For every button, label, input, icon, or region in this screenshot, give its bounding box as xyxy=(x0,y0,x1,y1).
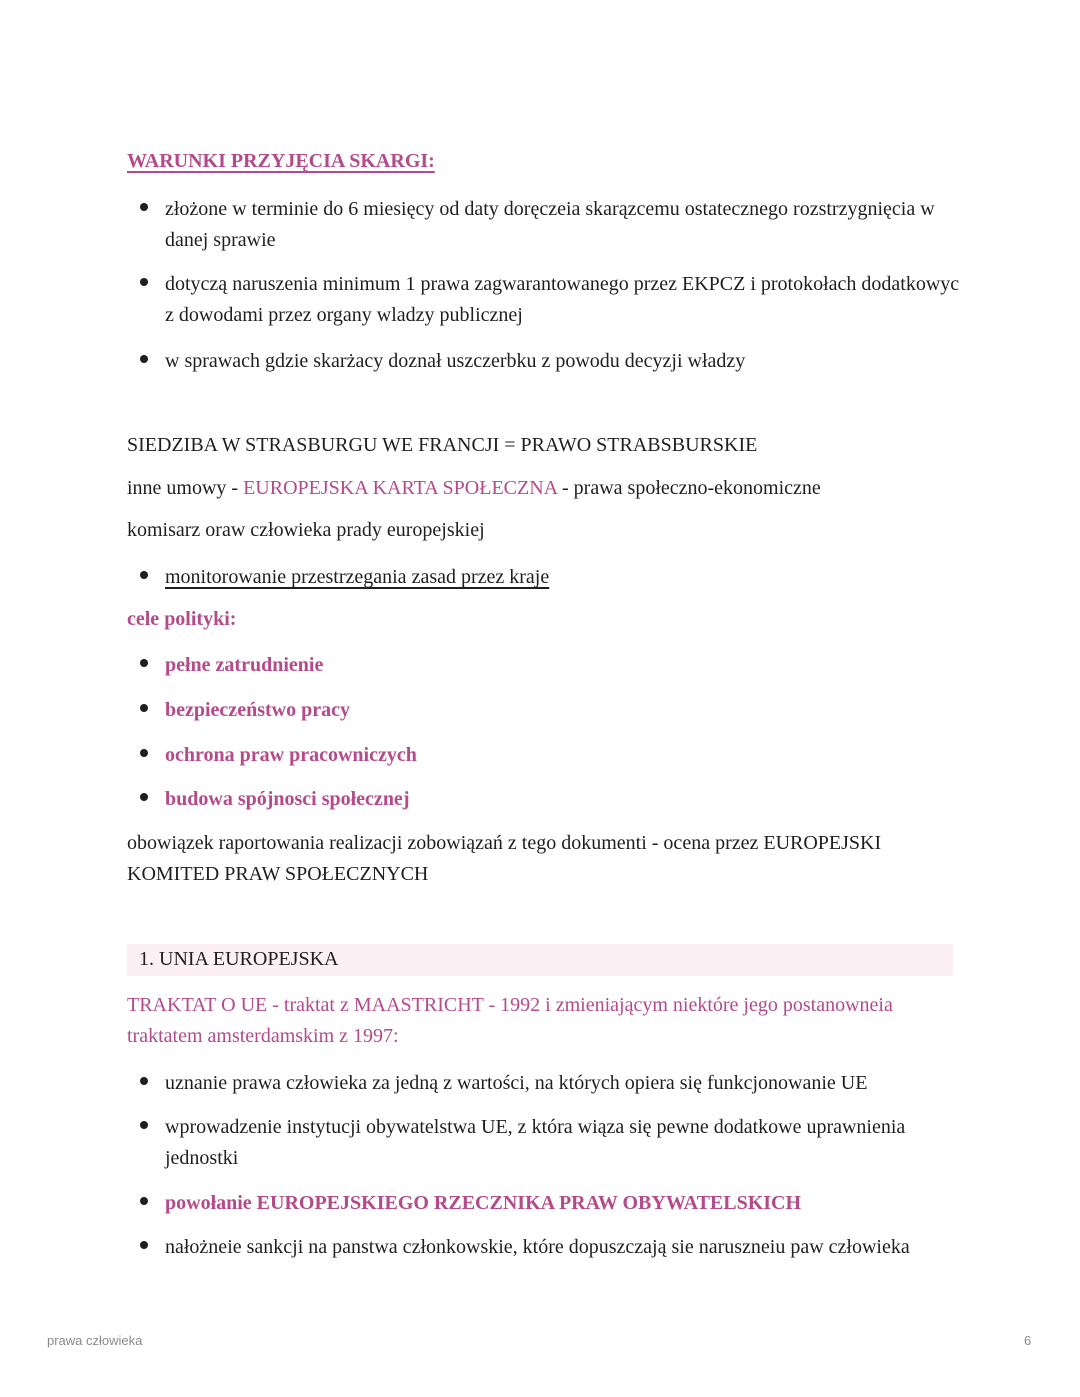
inne-umowy-line xyxy=(127,477,821,500)
bullet-icon xyxy=(140,704,148,712)
bullet-icon xyxy=(140,659,148,667)
list-item-text: powołanie EUROPEJSKIEGO RZECZNIKA PRAW OBYWATELSKICH xyxy=(165,1192,802,1214)
list-item-text: budowa spójnosci społecznej xyxy=(165,788,410,810)
list-item xyxy=(140,740,960,771)
list-item xyxy=(140,1188,960,1219)
bullet-icon xyxy=(140,1241,148,1249)
list-item xyxy=(140,1068,960,1099)
list-item xyxy=(140,695,960,726)
obowiazek-paragraph: obowiązek raportowania realizacji zobowiązań z tego dokumenti - ocena przez EUROPEJSKI KOMITED PRAW SPOŁECZNYCH xyxy=(127,832,882,885)
list-item-text: ochrona praw pracowniczych xyxy=(165,744,417,766)
list-item-text: nałożneie sankcji na panstwa członkowskie, które dopuszczają sie naruszneiu paw człowieka xyxy=(165,1236,910,1258)
list-item-text: wprowadzenie instytucji obywatelstwa UE, z która wiąza się pewne dodatkowe uprawnienia jednostki xyxy=(165,1116,906,1169)
list-item xyxy=(140,650,960,681)
komisarz-line: komisarz oraw człowieka prady europejskiej xyxy=(127,519,485,541)
list-item xyxy=(140,269,960,331)
bullet-icon xyxy=(140,203,148,211)
footer-document-title: prawa człowieka xyxy=(47,1333,143,1348)
bullet-icon xyxy=(140,278,148,286)
bullet-icon xyxy=(140,793,148,801)
heading-warunki-przyjecia-skargi: WARUNKI PRZYJĘCIA SKARGI: xyxy=(127,150,435,172)
bullet-icon xyxy=(140,1077,148,1085)
list-item-text: uznanie prawa człowieka za jedną z wartości, na których opiera się funkcjonowanie UE xyxy=(165,1072,868,1094)
footer-page-number: 6 xyxy=(1024,1333,1032,1348)
bullet-icon xyxy=(140,571,148,579)
list-item xyxy=(140,194,960,256)
list-item xyxy=(140,562,960,593)
list-item-text: w sprawach gdzie skarżacy doznał uszczerbku z powodu decyzji władzy xyxy=(165,350,746,372)
list-item xyxy=(140,346,960,377)
traktat-paragraph: TRAKTAT O UE - traktat z MAASTRICHT - 1992 i zmieniającym niektóre jego postanowneia traktatem amsterdamskim z 1997: xyxy=(127,994,893,1047)
bullet-icon xyxy=(140,1197,148,1205)
list-item-text: monitorowanie przestrzegania zasad przez kraje xyxy=(165,566,550,588)
inne-umowy-prefix: inne umowy - xyxy=(127,477,244,499)
list-item-text: bezpieczeństwo pracy xyxy=(165,699,350,721)
unia-europejska-heading: 1. UNIA EUROPEJSKA xyxy=(139,948,339,970)
bullet-icon xyxy=(140,749,148,757)
inne-umowy-suffix: - prawa społeczno-ekonomiczne xyxy=(557,477,821,499)
list-item xyxy=(140,1112,960,1174)
europejska-karta-spoleczna: EUROPEJSKA KARTA SPOŁECZNA xyxy=(243,477,558,499)
siedziba-line: SIEDZIBA W STRASBURGU WE FRANCJI = PRAWO STRABSBURSKIE xyxy=(127,434,758,456)
list-item-text: dotyczą naruszenia minimum 1 prawa zagwarantowanego przez EKPCZ i protokołach dodatkowyc z dowodami przez organy wladzy publicznej xyxy=(165,273,960,326)
list-item xyxy=(140,784,960,815)
unia-europejska-heading-band xyxy=(127,944,953,976)
list-item xyxy=(140,1232,960,1263)
cele-polityki-heading: cele polityki: xyxy=(127,608,237,630)
bullet-icon xyxy=(140,355,148,363)
list-item-text: pełne zatrudnienie xyxy=(165,654,324,676)
list-item-text: złożone w terminie do 6 miesięcy od daty doręczeia skarązcemu ostatecznego rozstrzygnięcia w danej sprawie xyxy=(165,198,935,251)
bullet-icon xyxy=(140,1121,148,1129)
